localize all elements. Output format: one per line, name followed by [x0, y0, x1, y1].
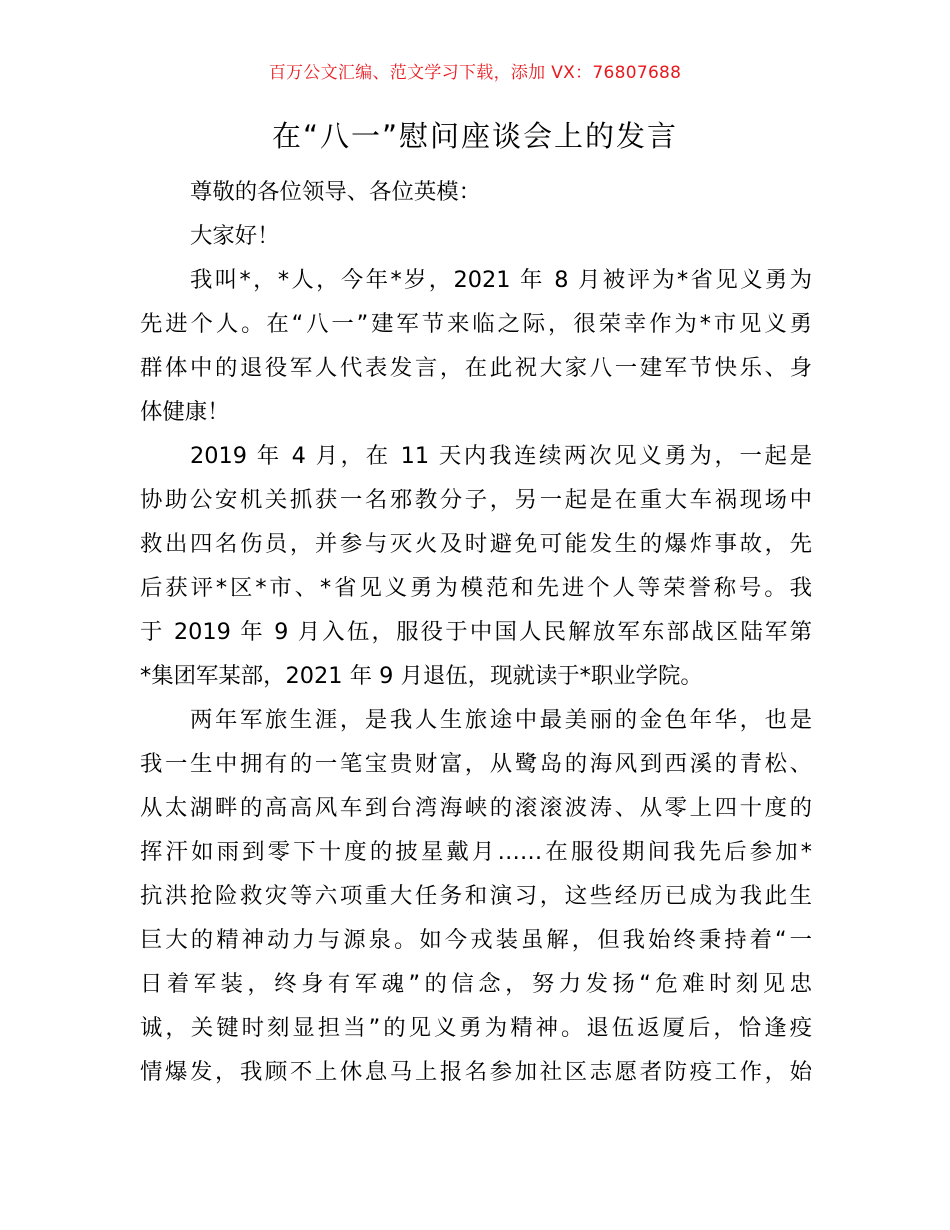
document-body [140, 172, 812, 1096]
paragraph-line: 先进个人。在“八一”建军节来临之际，很荣幸作为*市见义勇 [140, 311, 812, 337]
paragraph-line: 于 2019 年 9 月入伍，服役于中国人民解放军东部战区陆军第 [140, 619, 812, 645]
paragraph-line: 群体中的退役军人代表发言，在此祝大家八一建军节快乐、身 [140, 355, 812, 381]
salutation: 尊敬的各位领导、各位英模： [190, 179, 482, 205]
paragraph-line: *集团军某部，2021 年 9 月退伍，现就读于*职业学院。 [140, 663, 703, 689]
paragraph-line: 挥汗如雨到零下十度的披星戴月……在服役期间我先后参加* [140, 839, 812, 865]
paragraph-line: 我一生中拥有的一笔宝贵财富，从鹭岛的海风到西溪的青松、 [140, 751, 812, 777]
paragraph-line: 情爆发，我顾不上休息马上报名参加社区志愿者防疫工作，始 [140, 1059, 812, 1085]
paragraph-line: 从太湖畔的高高风车到台湾海峡的滚滚波涛、从零上四十度的 [140, 795, 812, 821]
paragraph-line: 协助公安机关抓获一名邪教分子，另一起是在重大车祸现场中 [140, 487, 812, 513]
paragraph-line: 后获评*区*市、*省见义勇为模范和先进个人等荣誉称号。我 [140, 575, 812, 601]
paragraph-line: 体健康！ [140, 399, 230, 425]
paragraph-line: 抗洪抢险救灾等六项重大任务和演习，这些经历已成为我此生 [140, 883, 812, 909]
document-title: 在“八一”慰问座谈会上的发言 [271, 119, 679, 153]
paragraph-line: 巨大的精神动力与源泉。如今戎装虽解，但我始终秉持着“一 [140, 927, 812, 953]
paragraph-line: 诚，关键时刻显担当”的见义勇为精神。退伍返厦后，恰逢疫 [140, 1015, 812, 1041]
greeting: 大家好！ [190, 223, 280, 249]
watermark-header: 百万公文汇编、范文学习下载，添加 VX：76807688 [268, 63, 682, 83]
paragraph-line: 两年军旅生涯，是我人生旅途中最美丽的金色年华，也是 [190, 707, 812, 733]
paragraph-line: 日着军装，终身有军魂”的信念，努力发扬“危难时刻见忠 [140, 971, 812, 997]
paragraph-line: 2019 年 4 月，在 11 天内我连续两次见义勇为，一起是 [190, 443, 812, 469]
paragraph-line: 救出四名伤员，并参与灭火及时避免可能发生的爆炸事故，先 [140, 531, 812, 557]
paragraph-line: 我叫*，*人，今年*岁，2021 年 8 月被评为*省见义勇为 [190, 267, 812, 293]
